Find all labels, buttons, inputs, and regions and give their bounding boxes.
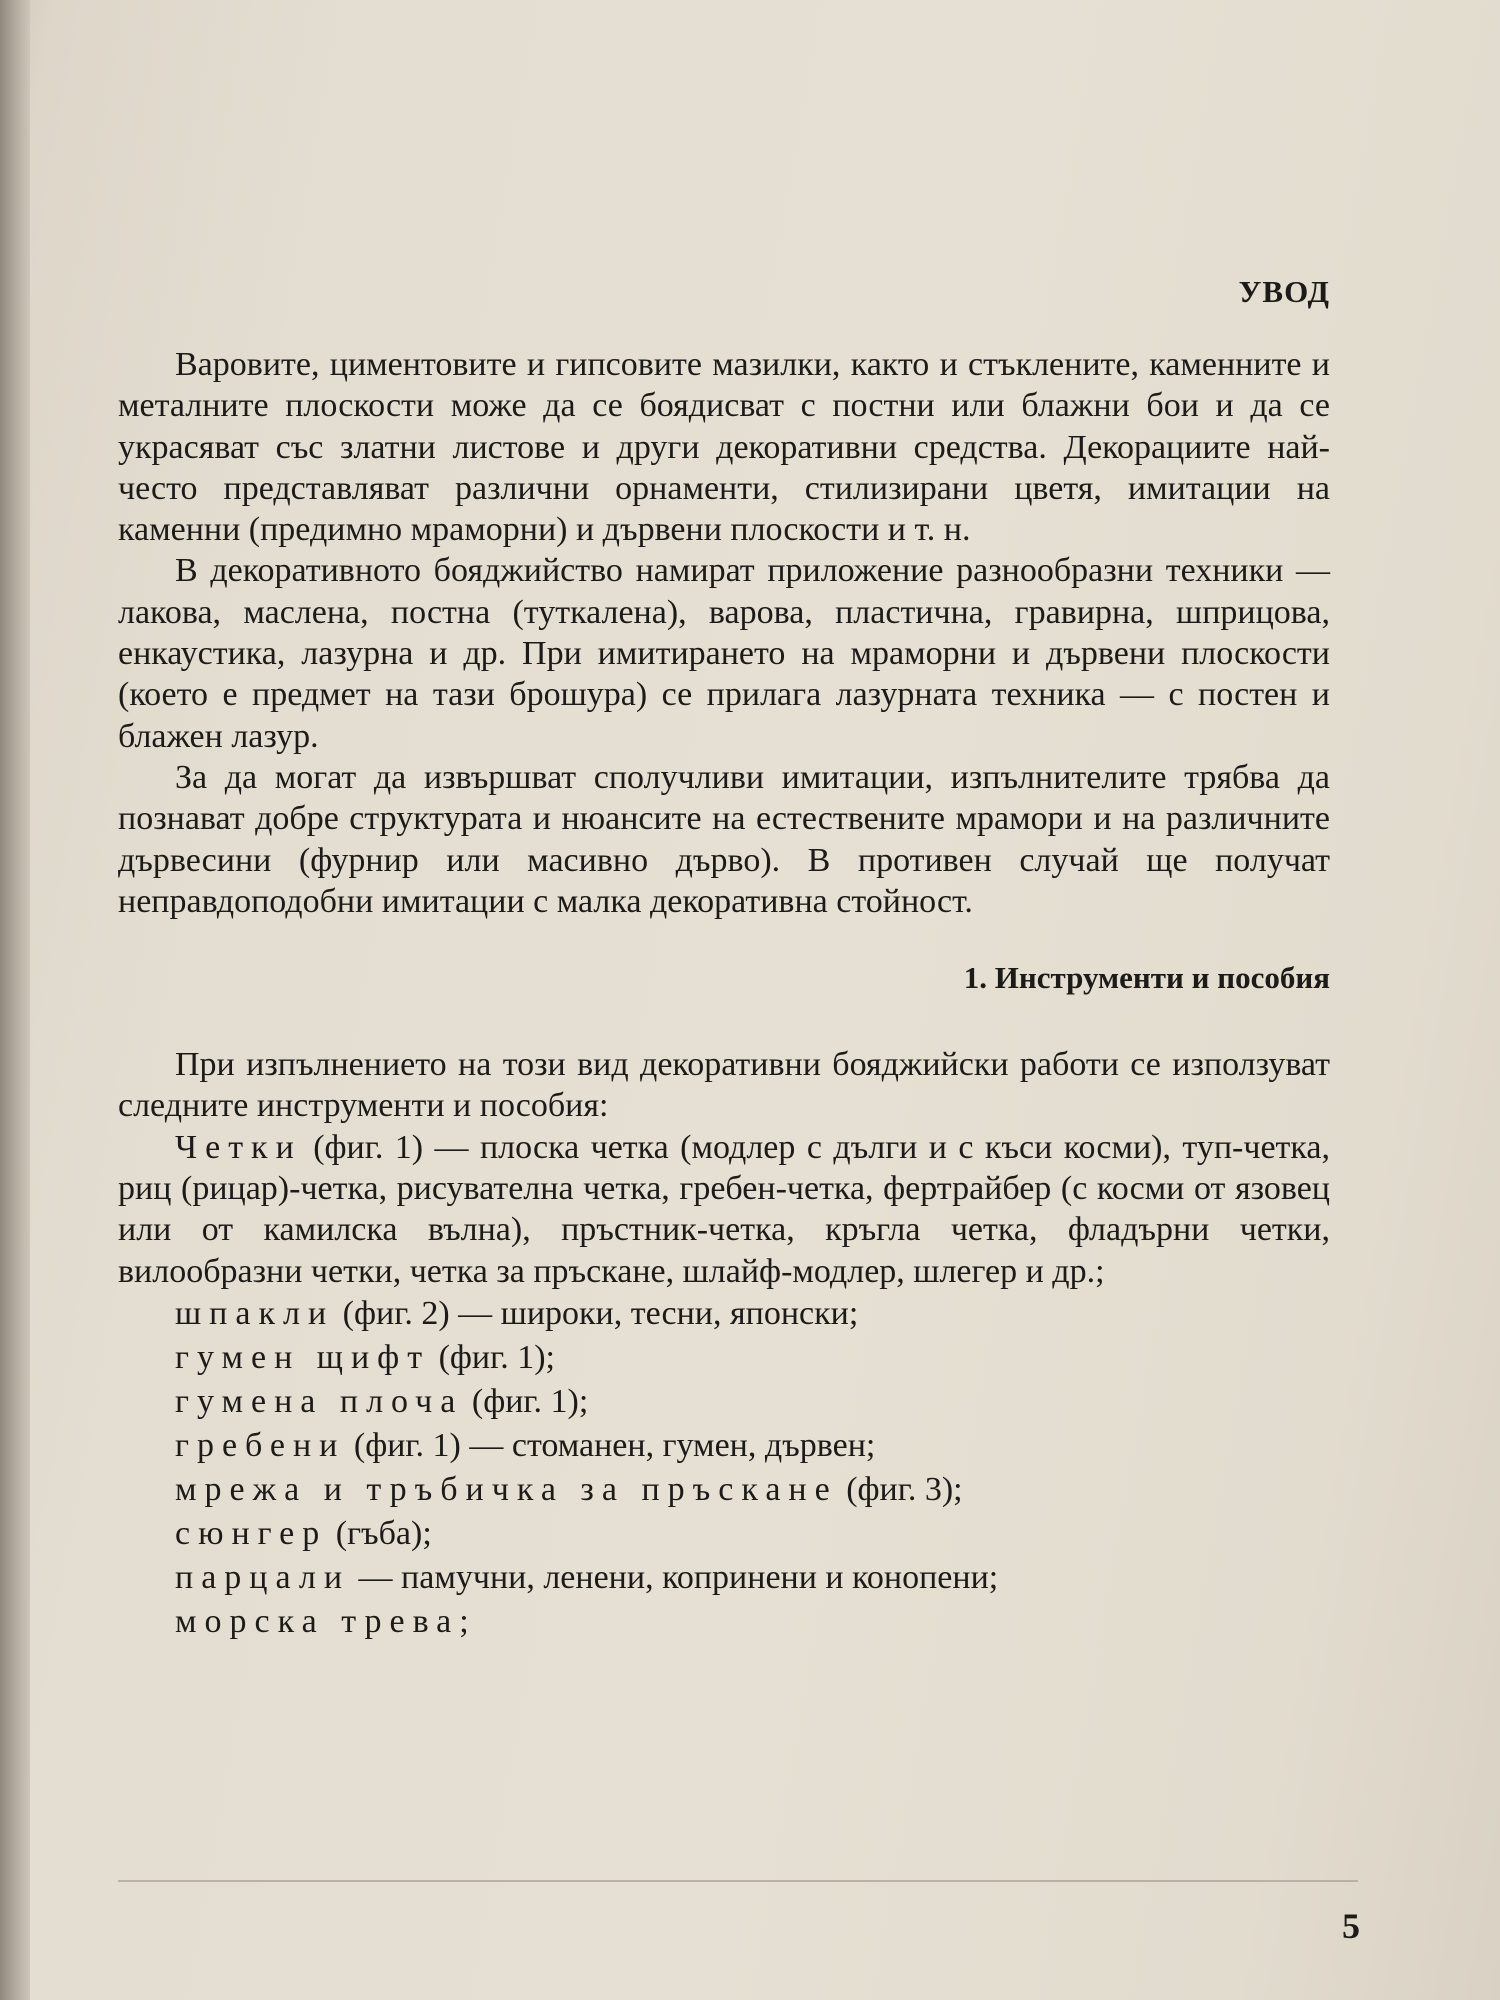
list-item bbox=[175, 1424, 1330, 1468]
page-content bbox=[118, 270, 1330, 1644]
intro-paragraph-2: В декоративното бояджийство намират приложение разнообразни техники — лакова, маслена, постна (туткалена), варова, пластична, гравирна, шприцова, енкаустика, лазурна и др. При имитирането на мраморни и дървени плоскости (което е предмет на тази брошура) се прилага лазурната техника — с постен и блажен лазур. bbox=[118, 552, 1330, 755]
list-item-text: (фиг. 1); bbox=[463, 1382, 589, 1420]
intro-heading: УВОД bbox=[1238, 274, 1330, 309]
list-item bbox=[175, 1600, 1330, 1644]
list-item bbox=[175, 1380, 1330, 1424]
list-item-term: гребени bbox=[175, 1426, 346, 1464]
intro-paragraph-1: Варовите, циментовите и гипсовите мазилки, както и стъклените, каменните и металните плоскости може да се боядисват с постни или блажни бои и да се украсяват със златни листове и други декоративни средства. Декорациите най-често представляват различни орнаменти, стилизирани цветя, имитации на каменни (предимно мраморни) и дървени плоскости и т. н. bbox=[118, 346, 1330, 549]
brushes-paragraph bbox=[118, 1127, 1330, 1292]
tools-list bbox=[118, 1292, 1330, 1644]
list-item-text: (фиг. 1) — стоманен, гумен, дървен; bbox=[345, 1426, 876, 1464]
section-lead-paragraph: При изпълнението на този вид декоративни бояджийски работи се използуват следните инструменти и пособия: bbox=[118, 1046, 1330, 1125]
list-item-term: гумена плоча bbox=[175, 1382, 464, 1420]
list-item-text: ; bbox=[459, 1602, 469, 1640]
list-item-term: шпакли bbox=[175, 1294, 335, 1332]
list-item bbox=[175, 1556, 1330, 1600]
list-item-text: — памучни, ленени, копринени и конопени; bbox=[350, 1558, 999, 1596]
list-item-term: сюнгер bbox=[175, 1514, 328, 1552]
list-item bbox=[175, 1292, 1330, 1336]
list-item-text: (фиг. 2) — широки, тесни, японски; bbox=[334, 1294, 859, 1332]
heading-gap bbox=[118, 314, 1330, 344]
list-item-text: (гъба); bbox=[327, 1514, 432, 1552]
intro-paragraph-3: За да могат да извършват сполучливи имитации, изпълнителите трябва да познават добре структурата и нюансите на естествените мрамори и на различните дървесини (фурнир или масивно дърво). В противен случай ще получат неправдоподобни имитации с малка декоративна стойност. bbox=[118, 758, 1330, 920]
brushes-term: Четки bbox=[175, 1128, 302, 1166]
page-gutter bbox=[0, 0, 30, 2000]
brushes-description: (фиг. 1) — плоска четка (модлер с дълги и с къси косми), туп-четка, риц (рицар)-четка, рисувателна четка, гребен-четка, фертрайбер (с косми от язовец или от камилска вълна), пръстник-четка, кръгла четка, фладърни четки, вилообразни четки, четка за пръскане, шлайф-модлер, шлегер и др.; bbox=[118, 1128, 1330, 1290]
list-item-term: мрежа и тръбичка за пръскане bbox=[175, 1470, 838, 1508]
list-item-text: (фиг. 3); bbox=[837, 1470, 963, 1508]
footer-divider bbox=[118, 1880, 1358, 1882]
list-item-term: морска трева bbox=[175, 1602, 460, 1640]
list-item bbox=[175, 1336, 1330, 1380]
section-heading: 1. Инструменти и пособия bbox=[963, 960, 1330, 996]
list-item-term: парцали bbox=[175, 1558, 351, 1596]
list-item bbox=[175, 1512, 1330, 1556]
page-number: 5 bbox=[1342, 1906, 1360, 1946]
list-item bbox=[175, 1468, 1330, 1512]
list-item-text: (фиг. 1); bbox=[430, 1338, 556, 1376]
list-item-term: гумен щифт bbox=[175, 1338, 431, 1376]
